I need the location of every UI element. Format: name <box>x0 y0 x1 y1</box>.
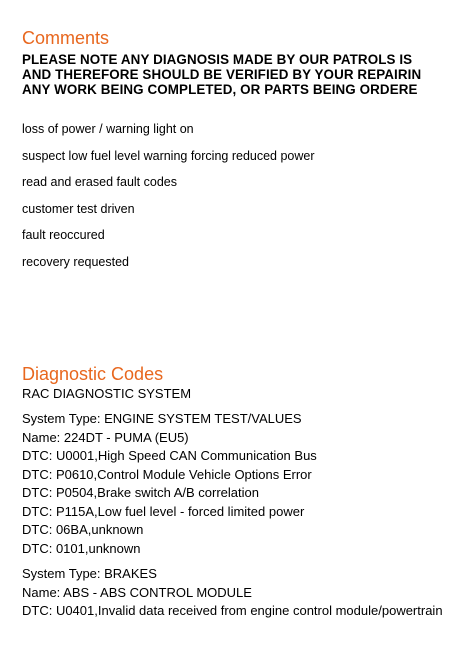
comment-item: loss of power / warning light on <box>22 122 194 136</box>
system-type: System Type: ENGINE SYSTEM TEST/VALUES <box>22 411 302 426</box>
system-name: Name: 224DT - PUMA (EU5) <box>22 429 189 445</box>
comment-item: read and erased fault codes <box>22 175 177 190</box>
comment-item: suspect low fuel level warning forcing reduced power <box>22 148 315 163</box>
comment-item: fault reoccured <box>22 228 105 243</box>
dtc-line: DTC: 0101,unknown <box>22 540 141 556</box>
comment-item: recovery requested <box>22 254 130 269</box>
disclaimer-line: AND THEREFORE SHOULD BE VERIFIED BY YOUR REPAIRIN <box>22 67 422 82</box>
dtc-line: DTC: P0610,Control Module Vehicle Options Error <box>22 466 312 482</box>
disclaimer-line: PLEASE NOTE ANY DIAGNOSIS MADE BY OUR PATROLS IS <box>22 52 413 67</box>
report-page <box>22 0 451 649</box>
system-type: System Type: BRAKES <box>22 566 157 581</box>
system-block-engine <box>22 411 451 559</box>
comment-list <box>22 122 315 282</box>
comment-item: customer test driven <box>22 201 135 216</box>
dtc-line: DTC: P0504,Brake switch A/B correlation <box>22 485 259 500</box>
system-name: Name: ABS - ABS CONTROL MODULE <box>22 584 252 600</box>
diagnostic-system-title: RAC DIAGNOSTIC SYSTEM <box>22 386 192 401</box>
dtc-line: DTC: U0001,High Speed CAN Communication Bus <box>22 448 317 463</box>
diagnosis-disclaimer <box>22 52 451 97</box>
dtc-line: DTC: P115A,Low fuel level - forced limited power <box>22 503 305 519</box>
disclaimer-line: ANY WORK BEING COMPLETED, OR PARTS BEING ORDERE <box>22 82 418 97</box>
dtc-line: DTC: 06BA,unknown <box>22 522 144 537</box>
diagnostic-codes-heading: Diagnostic Codes <box>22 364 164 384</box>
comments-heading: Comments <box>22 28 110 48</box>
system-block-brakes <box>22 566 451 622</box>
dtc-line: DTC: U0401,Invalid data received from engine control module/powertrain <box>22 603 443 618</box>
